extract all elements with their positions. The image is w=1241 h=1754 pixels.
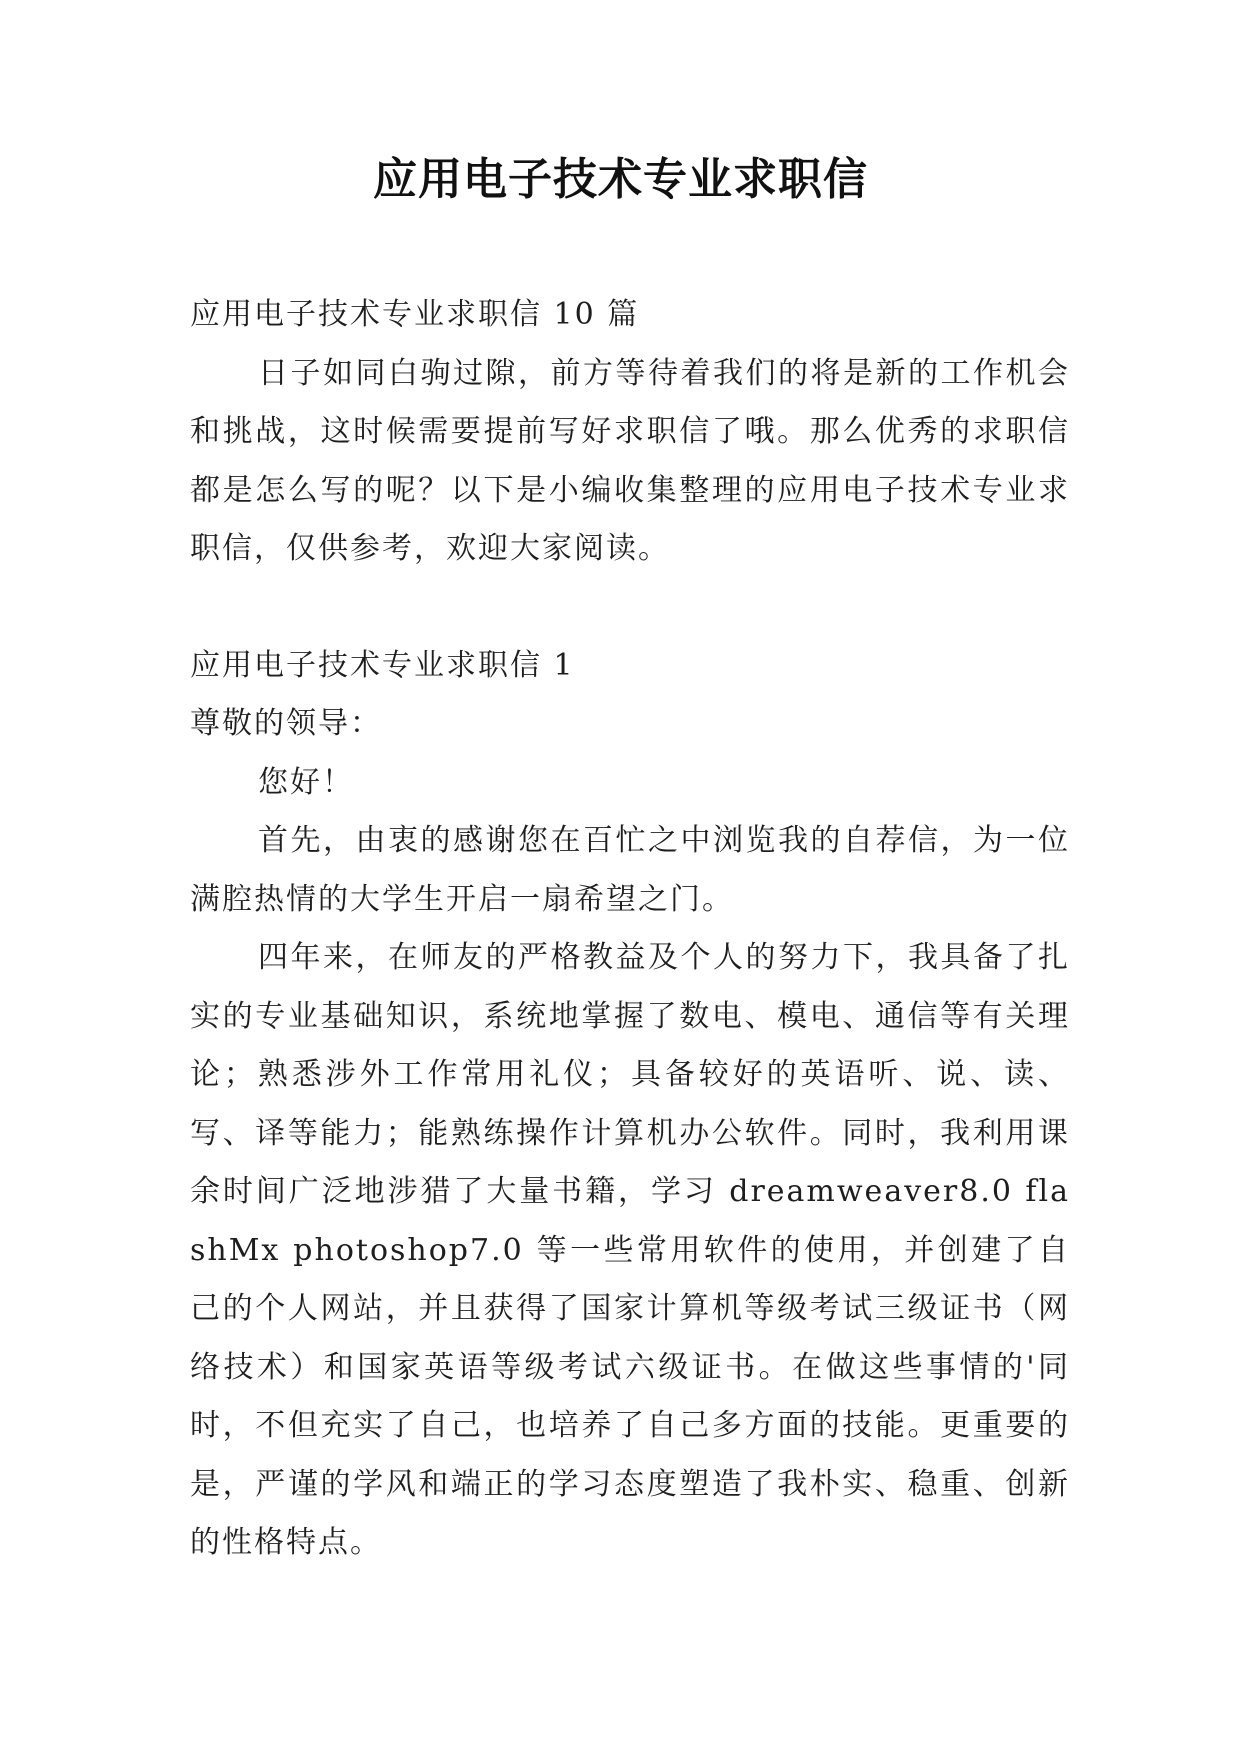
intro-paragraph: 日子如同白驹过隙，前方等待着我们的将是新的工作机会和挑战，这时候需要提前写好求职信了哦。那么优秀的求职信都是怎么写的呢？以下是小编收集整理的应用电子技术专业求职信，仅供参考，欢迎大家阅读。 (190, 355, 1070, 566)
document-body (190, 286, 1070, 1573)
subtitle-line: 应用电子技术专业求职信 10 篇 (190, 297, 640, 332)
paragraph-spacer (190, 579, 1070, 637)
letter-paragraph-2: 四年来，在师友的严格教益及个人的努力下，我具备了扎实的专业基础知识，系统地掌握了数电、模电、通信等有关理论；熟悉涉外工作常用礼仪；具备较好的英语听、说、读、写、译等能力；能熟练操作计算机办公软件。同时，我利用课余时间广泛地涉猎了大量书籍，学习 dreamweaver8.0 flashMx photoshop7.0 等一些常用软件的使用，并创建了自己的个人网站，并且获得了国家计算机等级考试三级证书（网络技术）和国家英语等级考试六级证书。在做这些事情的'同时，不但充实了自己，也培养了自己多方面的技能。更重要的是，严谨的学风和端正的学习态度塑造了我朴实、稳重、创新的性格特点。 (190, 940, 1070, 1560)
section-heading: 应用电子技术专业求职信 1 (190, 647, 575, 683)
greeting: 您好！ (258, 764, 354, 800)
salutation: 尊敬的领导： (190, 706, 382, 741)
document-title: 应用电子技术专业求职信 (373, 154, 868, 205)
letter-paragraph-1: 首先，由衷的感谢您在百忙之中浏览我的自荐信，为一位满腔热情的大学生开启一扇希望之门。 (190, 823, 1070, 917)
